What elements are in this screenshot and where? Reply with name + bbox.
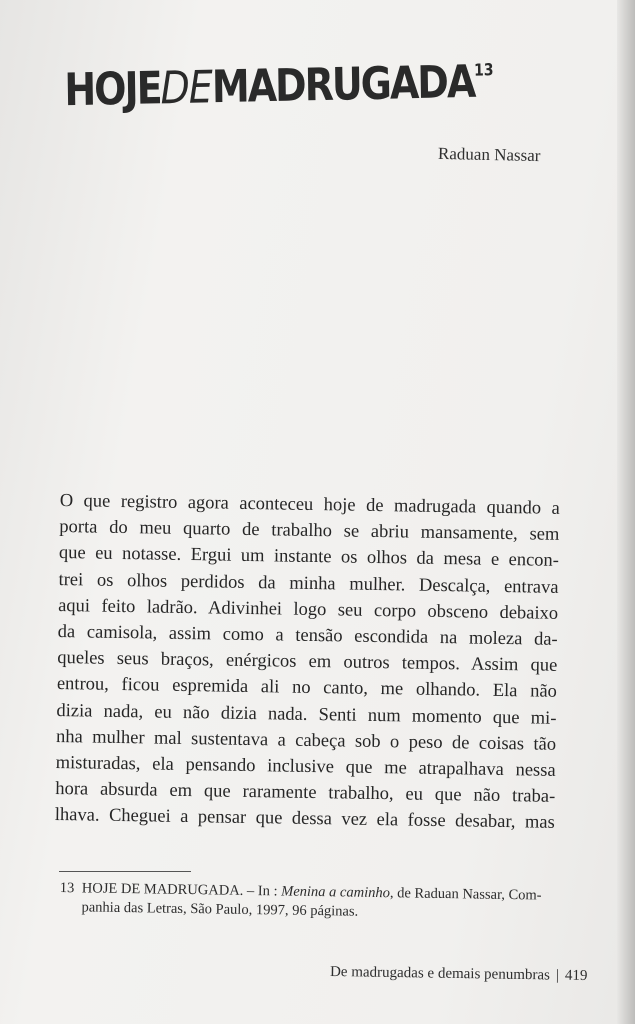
body-line: nha mulher mal sustentava a cabeça sob o peso de coisas tão <box>55 726 557 755</box>
footnote-text-before: HOJE DE MADRUGADA. – In : <box>81 880 282 900</box>
body-line: lhava. Cheguei a pensar que dessa vez ela fosse desabar, mas <box>54 805 555 834</box>
footer-separator: | <box>555 967 560 984</box>
body-line: hora absurda em que raramente trabalho, eu que não traba- <box>55 779 556 808</box>
body-text <box>55 488 560 836</box>
title-part-madrugada: MADRUGADA <box>211 55 475 113</box>
footnote-rule <box>59 871 191 872</box>
footnote-line2: panhia das Letras, São Paulo, 1997, 96 páginas. <box>81 899 359 920</box>
page-edge <box>617 0 635 1024</box>
footnote <box>59 879 580 925</box>
body-line: entrou, ficou espremida ali no canto, me olhando. Ela não <box>56 674 558 703</box>
author-name: Raduan Nassar <box>437 143 541 166</box>
footer-section: De madrugadas e demais penumbras <box>329 963 551 984</box>
title-footnote-ref: 13 <box>473 61 494 81</box>
footnote-number: 13 <box>59 879 75 897</box>
footnote-text-after: , de Raduan Nassar, Com- <box>389 885 542 904</box>
chapter-title <box>64 55 494 116</box>
body-line: da camisola, assim como a tensão escondida na moleza da- <box>57 621 558 650</box>
page-number: 419 <box>564 967 588 985</box>
body-line: aqui feito ladrão. Adivinhei logo seu corpo obsceno debaixo <box>57 595 559 624</box>
title-part-de: DE <box>160 60 213 114</box>
running-footer <box>330 964 588 985</box>
footnote-book-title: Menina a caminho <box>281 883 391 902</box>
body-line: O que registro agora aconteceu hoje de madrugada quando a <box>59 490 560 519</box>
body-line: misturadas, ela pensando inclusive que me atrapalhava nessa <box>55 752 556 781</box>
title-part-hoje: HOJE <box>64 62 161 116</box>
body-line: trei os olhos perdidos da minha mulher. Descalça, entrava <box>58 569 559 598</box>
body-line: queles seus braços, enérgicos em outros tempos. Assim que <box>57 648 558 677</box>
body-line: dizia nada, eu não dizia nada. Senti num momento que mi- <box>56 700 557 729</box>
body-line: porta do meu quarto de trabalho se abriu mansamente, sem <box>59 517 560 546</box>
body-line: que eu notasse. Ergui um instante os olhos da mesa e encon- <box>58 543 560 572</box>
